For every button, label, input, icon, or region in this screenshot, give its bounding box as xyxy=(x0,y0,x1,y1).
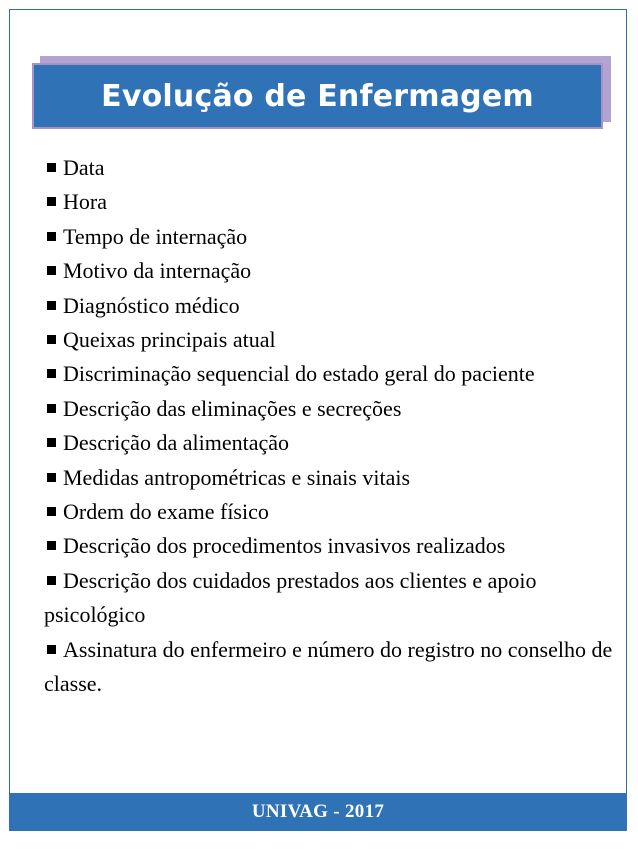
square-bullet-icon xyxy=(47,266,56,275)
list-item xyxy=(44,633,614,702)
list-item-text: Medidas antropométricas e sinais vitais xyxy=(63,464,411,490)
square-bullet-icon xyxy=(47,541,56,550)
list-item-text: Motivo da internação xyxy=(63,258,252,284)
square-bullet-icon xyxy=(47,369,56,378)
page-title: Evolução de Enfermagem xyxy=(101,78,534,114)
list-item-text: Queixas principais atual xyxy=(63,327,276,353)
square-bullet-icon xyxy=(47,232,56,241)
square-bullet-icon xyxy=(47,163,56,172)
list-item xyxy=(44,185,614,219)
list-item-text: Descrição das eliminações e secreções xyxy=(63,395,402,421)
list-item-text: Diagnóstico médico xyxy=(63,292,240,318)
square-bullet-icon xyxy=(47,473,56,482)
square-bullet-icon xyxy=(47,438,56,447)
list-item-text: Assinatura do enfermeiro e número do registro no conselho de classe. xyxy=(44,636,613,697)
footer-bar xyxy=(9,793,627,831)
list-item-text: Descrição da alimentação xyxy=(63,430,289,456)
square-bullet-icon xyxy=(47,404,56,413)
square-bullet-icon xyxy=(47,301,56,310)
list-item xyxy=(44,323,614,357)
list-item xyxy=(44,426,614,460)
list-item-text: Descrição dos procedimentos invasivos realizados xyxy=(63,533,506,559)
list-item-text: Ordem do exame físico xyxy=(63,499,269,525)
list-item xyxy=(44,289,614,323)
list-item-text: Data xyxy=(63,155,105,180)
list-item-text: Tempo de internação xyxy=(63,223,248,249)
square-bullet-icon xyxy=(47,576,56,585)
list-item xyxy=(44,254,614,288)
bullet-list xyxy=(44,151,614,702)
list-item-text: Descrição dos cuidados prestados aos clientes e apoio psicológico xyxy=(44,567,537,628)
square-bullet-icon xyxy=(47,507,56,516)
square-bullet-icon xyxy=(47,197,56,206)
list-item-text: Discriminação sequencial do estado geral do paciente xyxy=(63,361,535,387)
list-item xyxy=(44,529,614,563)
list-item xyxy=(44,392,614,426)
list-item xyxy=(44,461,614,495)
square-bullet-icon xyxy=(47,335,56,344)
list-item xyxy=(44,357,614,391)
list-item xyxy=(44,151,614,185)
list-item xyxy=(44,220,614,254)
list-item xyxy=(44,495,614,529)
list-item xyxy=(44,564,614,633)
footer-label: UNIVAG - 2017 xyxy=(251,801,385,822)
title-banner xyxy=(32,63,603,129)
list-item-text: Hora xyxy=(63,189,107,215)
square-bullet-icon xyxy=(47,645,56,654)
